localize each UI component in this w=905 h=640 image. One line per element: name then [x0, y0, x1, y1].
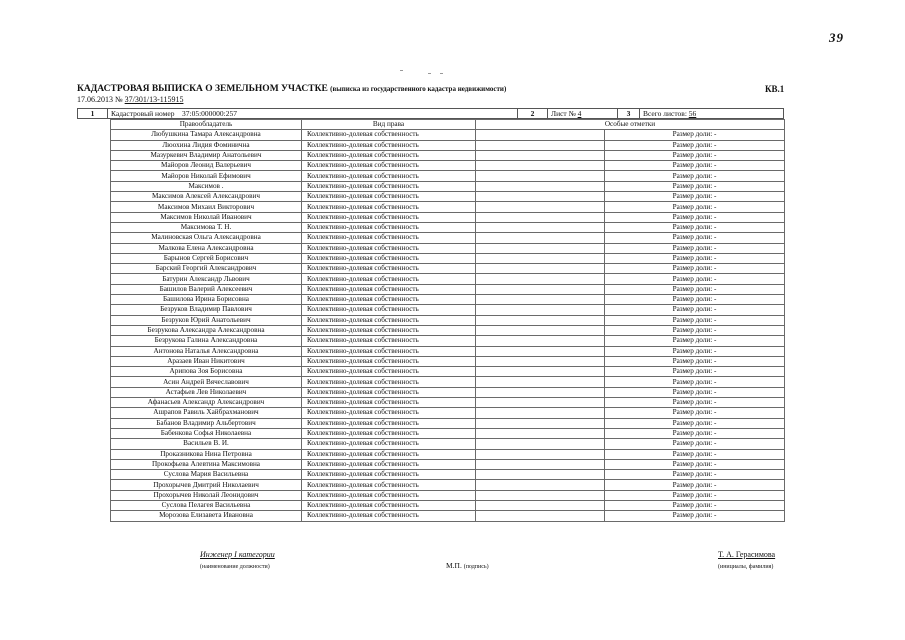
blank-cell: [476, 305, 605, 315]
blank-cell: [476, 511, 605, 521]
stamp-label: М.П.: [446, 561, 462, 570]
share-note-cell: Размер доли: -: [605, 181, 785, 191]
total-label: Всего листов:: [643, 109, 687, 118]
share-note-cell: Размер доли: -: [605, 150, 785, 160]
table-row: [111, 284, 785, 294]
blank-cell: [476, 295, 605, 305]
blank-cell: [476, 500, 605, 510]
column-header-notes: Особые отметки: [476, 120, 785, 130]
owner-cell: Проказникова Нина Петровна: [111, 449, 302, 459]
share-note-cell: Размер доли: -: [605, 336, 785, 346]
share-note-cell: Размер доли: -: [605, 356, 785, 366]
right-type-cell: Коллективно-долевая собственность: [302, 274, 476, 284]
right-type-cell: Коллективно-долевая собственность: [302, 428, 476, 438]
share-note-cell: Размер доли: -: [605, 398, 785, 408]
share-note-cell: Размер доли: -: [605, 470, 785, 480]
share-note-cell: Размер доли: -: [605, 500, 785, 510]
table-row: [111, 367, 785, 377]
owner-cell: Безрукова Александра Александровна: [111, 325, 302, 335]
table-row: [111, 511, 785, 521]
blank-cell: [476, 264, 605, 274]
right-type-cell: Коллективно-долевая собственность: [302, 511, 476, 521]
owner-cell: Максимова Т. Н.: [111, 222, 302, 232]
blank-cell: [476, 398, 605, 408]
share-note-cell: Размер доли: -: [605, 222, 785, 232]
owner-cell: Бабанов Владимир Альбертович: [111, 418, 302, 428]
table-row: [111, 480, 785, 490]
column-header-owner: Правообладатель: [111, 120, 302, 130]
share-note-cell: Размер доли: -: [605, 243, 785, 253]
share-note-cell: Размер доли: -: [605, 171, 785, 181]
signature-caption: (подпись): [463, 564, 489, 570]
owner-cell: Малиновская Ольга Александровна: [111, 233, 302, 243]
header-table: [77, 108, 784, 119]
title-subtitle: (выписка из государственного кадастра недвижимости): [330, 85, 507, 93]
right-type-cell: Коллективно-долевая собственность: [302, 295, 476, 305]
share-note-cell: Размер доли: -: [605, 212, 785, 222]
total-sheets: 56: [688, 109, 697, 118]
table-row: [111, 305, 785, 315]
owner-cell: Суслова Мария Васильевна: [111, 470, 302, 480]
blank-cell: [476, 387, 605, 397]
table-row: [111, 428, 785, 438]
share-note-cell: Размер доли: -: [605, 449, 785, 459]
share-note-cell: Размер доли: -: [605, 346, 785, 356]
table-row: [111, 222, 785, 232]
right-type-cell: Коллективно-долевая собственность: [302, 336, 476, 346]
right-type-cell: Коллективно-долевая собственность: [302, 418, 476, 428]
table-row: [111, 408, 785, 418]
owner-cell: Антонова Наталья Александровна: [111, 346, 302, 356]
right-type-cell: Коллективно-долевая собственность: [302, 150, 476, 160]
signer-name-caption: (инициалы, фамилия): [718, 564, 774, 570]
owner-cell: Максимов Михаил Викторович: [111, 202, 302, 212]
blank-cell: [476, 274, 605, 284]
right-type-cell: Коллективно-долевая собственность: [302, 439, 476, 449]
blank-cell: [476, 202, 605, 212]
share-note-cell: Размер доли: -: [605, 490, 785, 500]
blank-cell: [476, 284, 605, 294]
owner-cell: Батурин Александр Львович: [111, 274, 302, 284]
share-note-cell: Размер доли: -: [605, 408, 785, 418]
right-type-cell: Коллективно-долевая собственность: [302, 459, 476, 469]
owner-cell: Васильев В. И.: [111, 439, 302, 449]
table-row: [111, 439, 785, 449]
table-row: [111, 192, 785, 202]
owner-cell: Бабенкова Софья Николаевна: [111, 428, 302, 438]
blank-cell: [476, 130, 605, 140]
blank-cell: [476, 222, 605, 232]
table-row: [111, 449, 785, 459]
right-type-cell: Коллективно-долевая собственность: [302, 346, 476, 356]
owner-cell: Аразаев Иван Никитович: [111, 356, 302, 366]
owner-cell: Люохина Лидия Фоминична: [111, 140, 302, 150]
blank-cell: [476, 161, 605, 171]
right-type-cell: Коллективно-долевая собственность: [302, 222, 476, 232]
right-type-cell: Коллективно-долевая собственность: [302, 387, 476, 397]
share-note-cell: Размер доли: -: [605, 130, 785, 140]
cadastral-number-cell: [108, 109, 518, 119]
right-type-cell: Коллективно-долевая собственность: [302, 202, 476, 212]
blank-cell: [476, 449, 605, 459]
right-type-cell: Коллективно-долевая собственность: [302, 449, 476, 459]
share-note-cell: Размер доли: -: [605, 233, 785, 243]
table-row: [111, 140, 785, 150]
right-type-cell: Коллективно-долевая собственность: [302, 408, 476, 418]
blank-cell: [476, 315, 605, 325]
scan-speck: [428, 73, 431, 74]
sheet-number: 4: [577, 109, 582, 118]
owner-cell: Афанасьев Александр Александрович: [111, 398, 302, 408]
table-row: [111, 336, 785, 346]
table-row: [111, 130, 785, 140]
share-note-cell: Размер доли: -: [605, 377, 785, 387]
right-type-cell: Коллективно-долевая собственность: [302, 325, 476, 335]
share-note-cell: Размер доли: -: [605, 253, 785, 263]
table-row: [111, 202, 785, 212]
right-type-cell: Коллективно-долевая собственность: [302, 233, 476, 243]
table-row: [111, 418, 785, 428]
table-header-row: [111, 120, 785, 130]
form-code: КВ.1: [765, 84, 785, 94]
share-note-cell: Размер доли: -: [605, 387, 785, 397]
header-cell-1: 1: [78, 109, 108, 119]
right-type-cell: Коллективно-долевая собственность: [302, 315, 476, 325]
share-note-cell: Размер доли: -: [605, 140, 785, 150]
share-note-cell: Размер доли: -: [605, 418, 785, 428]
total-sheets-cell: [640, 109, 784, 119]
owner-cell: Безруков Юрий Анатольевич: [111, 315, 302, 325]
right-type-cell: Коллективно-долевая собственность: [302, 212, 476, 222]
right-type-cell: Коллективно-долевая собственность: [302, 284, 476, 294]
right-type-cell: Коллективно-долевая собственность: [302, 161, 476, 171]
owner-cell: Астафьев Лев Николаевич: [111, 387, 302, 397]
owner-cell: Барынов Сергей Борисович: [111, 253, 302, 263]
blank-cell: [476, 408, 605, 418]
right-type-cell: Коллективно-долевая собственность: [302, 140, 476, 150]
blank-cell: [476, 150, 605, 160]
table-row: [111, 243, 785, 253]
right-type-cell: Коллективно-долевая собственность: [302, 192, 476, 202]
table-row: [111, 181, 785, 191]
blank-cell: [476, 212, 605, 222]
table-row: [111, 346, 785, 356]
owner-cell: Майоров Николай Ефимович: [111, 171, 302, 181]
table-row: [111, 377, 785, 387]
share-note-cell: Размер доли: -: [605, 439, 785, 449]
blank-cell: [476, 243, 605, 253]
right-type-cell: Коллективно-долевая собственность: [302, 500, 476, 510]
table-row: [111, 470, 785, 480]
signer-name: Т. А. Герасимова: [718, 550, 776, 559]
right-type-cell: Коллективно-долевая собственность: [302, 367, 476, 377]
table-row: [111, 233, 785, 243]
blank-cell: [476, 253, 605, 263]
owner-cell: Малкова Елена Александровна: [111, 243, 302, 253]
owner-cell: Майоров Леонид Валерьевич: [111, 161, 302, 171]
owner-cell: Ашрапов Равиль Хайбрахманович: [111, 408, 302, 418]
blank-cell: [476, 171, 605, 181]
right-type-cell: Коллективно-долевая собственность: [302, 243, 476, 253]
share-note-cell: Размер доли: -: [605, 295, 785, 305]
table-row: [111, 387, 785, 397]
share-note-cell: Размер доли: -: [605, 161, 785, 171]
sheet-label: Лист №: [551, 109, 576, 118]
right-type-cell: Коллективно-долевая собственность: [302, 305, 476, 315]
table-row: [111, 356, 785, 366]
scan-speck: [400, 70, 403, 71]
blank-cell: [476, 325, 605, 335]
owners-table: [110, 119, 785, 522]
right-type-cell: Коллективно-долевая собственность: [302, 398, 476, 408]
blank-cell: [476, 192, 605, 202]
share-note-cell: Размер доли: -: [605, 367, 785, 377]
sheet-cell: [548, 109, 618, 119]
table-row: [111, 171, 785, 181]
title-main: КАДАСТРОВАЯ ВЫПИСКА О ЗЕМЕЛЬНОМ УЧАСТКЕ: [77, 84, 328, 94]
scan-speck: [440, 73, 443, 74]
owner-cell: Прохорычев Дмитрий Николаевич: [111, 480, 302, 490]
share-note-cell: Размер доли: -: [605, 459, 785, 469]
share-note-cell: Размер доли: -: [605, 305, 785, 315]
table-row: [111, 274, 785, 284]
owner-cell: Любушкина Тамара Александровна: [111, 130, 302, 140]
blank-cell: [476, 233, 605, 243]
blank-cell: [476, 418, 605, 428]
right-type-cell: Коллективно-долевая собственность: [302, 480, 476, 490]
blank-cell: [476, 140, 605, 150]
table-row: [111, 264, 785, 274]
owner-cell: Прокофьева Алевтина Максимовна: [111, 459, 302, 469]
page-number: 39: [829, 30, 844, 45]
owner-cell: Прохорычев Николай Леонидович: [111, 490, 302, 500]
owner-cell: Арипова Зоя Борисовна: [111, 367, 302, 377]
owner-cell: Суслова Пелагея Васильевна: [111, 500, 302, 510]
table-row: [111, 490, 785, 500]
owner-cell: Башилов Валерий Алексеевич: [111, 284, 302, 294]
share-note-cell: Размер доли: -: [605, 202, 785, 212]
owner-cell: Максимов .: [111, 181, 302, 191]
document-number: 37/301/13-115915: [124, 95, 184, 104]
header-cell-2: 2: [518, 109, 548, 119]
blank-cell: [476, 356, 605, 366]
table-row: [111, 212, 785, 222]
share-note-cell: Размер доли: -: [605, 264, 785, 274]
right-type-cell: Коллективно-долевая собственность: [302, 264, 476, 274]
table-row: [111, 459, 785, 469]
column-header-right: Вид права: [302, 120, 476, 130]
document-title: [77, 84, 506, 94]
share-note-cell: Размер доли: -: [605, 480, 785, 490]
owner-cell: Мазуркевич Владимир Анатольевич: [111, 150, 302, 160]
blank-cell: [476, 428, 605, 438]
share-note-cell: Размер доли: -: [605, 511, 785, 521]
table-row: [111, 398, 785, 408]
share-note-cell: Размер доли: -: [605, 428, 785, 438]
owner-cell: Максимов Алексей Александрович: [111, 192, 302, 202]
stamp-area: [446, 561, 489, 570]
table-row: [111, 253, 785, 263]
right-type-cell: Коллективно-долевая собственность: [302, 130, 476, 140]
position-caption: (наименование должности): [200, 564, 270, 570]
blank-cell: [476, 181, 605, 191]
right-type-cell: Коллективно-долевая собственность: [302, 490, 476, 500]
right-type-cell: Коллективно-долевая собственность: [302, 377, 476, 387]
table-row: [111, 500, 785, 510]
table-row: [111, 161, 785, 171]
share-note-cell: Размер доли: -: [605, 274, 785, 284]
blank-cell: [476, 439, 605, 449]
share-note-cell: Размер доли: -: [605, 284, 785, 294]
blank-cell: [476, 367, 605, 377]
header-cell-3: 3: [618, 109, 640, 119]
blank-cell: [476, 336, 605, 346]
right-type-cell: Коллективно-долевая собственность: [302, 171, 476, 181]
owner-cell: Морозова Елизавета Ивановна: [111, 511, 302, 521]
right-type-cell: Коллективно-долевая собственность: [302, 470, 476, 480]
share-note-cell: Размер доли: -: [605, 325, 785, 335]
table-row: [111, 325, 785, 335]
owner-cell: Максимов Николай Иванович: [111, 212, 302, 222]
owner-cell: Барский Георгий Александрович: [111, 264, 302, 274]
date-prefix: 17.06.2013 №: [77, 95, 123, 104]
share-note-cell: Размер доли: -: [605, 192, 785, 202]
owner-cell: Башилова Ирина Борисовна: [111, 295, 302, 305]
cadastral-label: Кадастровый номер: [111, 109, 175, 118]
blank-cell: [476, 490, 605, 500]
right-type-cell: Коллективно-долевая собственность: [302, 253, 476, 263]
blank-cell: [476, 377, 605, 387]
owner-cell: Безруков Владимир Павлович: [111, 305, 302, 315]
table-row: [111, 315, 785, 325]
blank-cell: [476, 480, 605, 490]
owner-cell: Безрукова Галина Александровна: [111, 336, 302, 346]
blank-cell: [476, 470, 605, 480]
blank-cell: [476, 346, 605, 356]
blank-cell: [476, 459, 605, 469]
right-type-cell: Коллективно-долевая собственность: [302, 356, 476, 366]
table-row: [111, 295, 785, 305]
position-title: Инженер I категории: [200, 550, 275, 559]
share-note-cell: Размер доли: -: [605, 315, 785, 325]
cadastral-number: 37:05:000000:257: [182, 109, 238, 118]
document-date-line: [77, 95, 183, 104]
table-row: [111, 150, 785, 160]
right-type-cell: Коллективно-долевая собственность: [302, 181, 476, 191]
owner-cell: Асин Андрей Вячеславович: [111, 377, 302, 387]
